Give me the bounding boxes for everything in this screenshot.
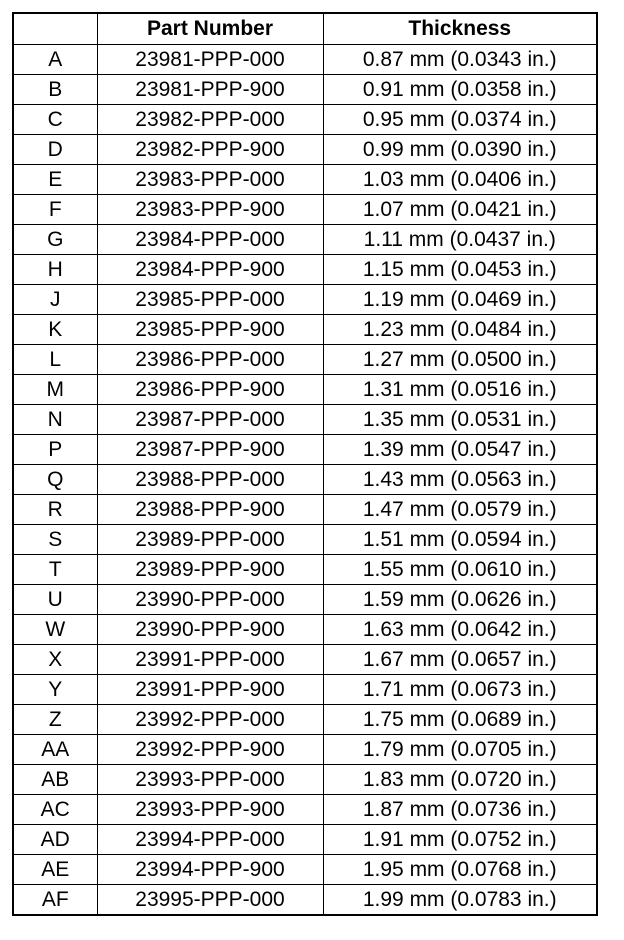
table-row bbox=[13, 315, 597, 345]
part-number: 23989-PPP-000 bbox=[97, 525, 323, 555]
table-row bbox=[13, 285, 597, 315]
shim-letter: R bbox=[13, 495, 97, 525]
thickness: 1.43 mm (0.0563 in.) bbox=[323, 465, 597, 495]
shim-letter: U bbox=[13, 585, 97, 615]
part-number: 23981-PPP-900 bbox=[97, 75, 323, 105]
part-number: 23984-PPP-900 bbox=[97, 255, 323, 285]
thickness: 1.91 mm (0.0752 in.) bbox=[323, 825, 597, 855]
part-number: 23982-PPP-900 bbox=[97, 135, 323, 165]
table-row bbox=[13, 645, 597, 675]
part-number: 23990-PPP-900 bbox=[97, 615, 323, 645]
part-number: 23985-PPP-900 bbox=[97, 315, 323, 345]
table-row bbox=[13, 525, 597, 555]
table-row bbox=[13, 555, 597, 585]
table-row bbox=[13, 885, 597, 916]
part-number: 23993-PPP-900 bbox=[97, 795, 323, 825]
shim-letter: W bbox=[13, 615, 97, 645]
shim-letter: J bbox=[13, 285, 97, 315]
shim-letter: Y bbox=[13, 675, 97, 705]
table-row bbox=[13, 765, 597, 795]
part-number: 23992-PPP-900 bbox=[97, 735, 323, 765]
thickness: 0.95 mm (0.0374 in.) bbox=[323, 105, 597, 135]
part-number: 23992-PPP-000 bbox=[97, 705, 323, 735]
shim-letter: H bbox=[13, 255, 97, 285]
thickness: 0.87 mm (0.0343 in.) bbox=[323, 45, 597, 75]
thickness: 1.59 mm (0.0626 in.) bbox=[323, 585, 597, 615]
thickness: 1.63 mm (0.0642 in.) bbox=[323, 615, 597, 645]
thickness: 1.87 mm (0.0736 in.) bbox=[323, 795, 597, 825]
part-number: 23991-PPP-000 bbox=[97, 645, 323, 675]
table-row bbox=[13, 465, 597, 495]
shim-letter: S bbox=[13, 525, 97, 555]
thickness: 1.79 mm (0.0705 in.) bbox=[323, 735, 597, 765]
thickness: 1.47 mm (0.0579 in.) bbox=[323, 495, 597, 525]
shim-letter: AB bbox=[13, 765, 97, 795]
thickness: 1.75 mm (0.0689 in.) bbox=[323, 705, 597, 735]
shim-letter: F bbox=[13, 195, 97, 225]
table-row bbox=[13, 135, 597, 165]
part-number: 23990-PPP-000 bbox=[97, 585, 323, 615]
thickness: 1.07 mm (0.0421 in.) bbox=[323, 195, 597, 225]
shim-letter: G bbox=[13, 225, 97, 255]
thickness: 1.67 mm (0.0657 in.) bbox=[323, 645, 597, 675]
shim-letter: AF bbox=[13, 885, 97, 916]
shim-letter: AD bbox=[13, 825, 97, 855]
shim-letter: AC bbox=[13, 795, 97, 825]
table-body bbox=[13, 45, 597, 916]
thickness: 1.23 mm (0.0484 in.) bbox=[323, 315, 597, 345]
thickness: 1.95 mm (0.0768 in.) bbox=[323, 855, 597, 885]
shim-selection-table-container bbox=[12, 12, 596, 916]
header-thickness: Thickness bbox=[323, 13, 597, 45]
thickness: 1.55 mm (0.0610 in.) bbox=[323, 555, 597, 585]
thickness: 1.71 mm (0.0673 in.) bbox=[323, 675, 597, 705]
part-number: 23981-PPP-000 bbox=[97, 45, 323, 75]
table-row bbox=[13, 45, 597, 75]
part-number: 23994-PPP-000 bbox=[97, 825, 323, 855]
thickness: 1.31 mm (0.0516 in.) bbox=[323, 375, 597, 405]
table-row bbox=[13, 825, 597, 855]
part-number: 23991-PPP-900 bbox=[97, 675, 323, 705]
shim-letter: AA bbox=[13, 735, 97, 765]
part-number: 23993-PPP-000 bbox=[97, 765, 323, 795]
shim-letter: K bbox=[13, 315, 97, 345]
part-number: 23995-PPP-000 bbox=[97, 885, 323, 916]
thickness: 1.03 mm (0.0406 in.) bbox=[323, 165, 597, 195]
thickness: 0.91 mm (0.0358 in.) bbox=[323, 75, 597, 105]
table-row bbox=[13, 255, 597, 285]
shim-selection-table bbox=[12, 12, 598, 916]
thickness: 1.27 mm (0.0500 in.) bbox=[323, 345, 597, 375]
table-row bbox=[13, 225, 597, 255]
thickness: 0.99 mm (0.0390 in.) bbox=[323, 135, 597, 165]
thickness: 1.11 mm (0.0437 in.) bbox=[323, 225, 597, 255]
part-number: 23989-PPP-900 bbox=[97, 555, 323, 585]
part-number: 23987-PPP-000 bbox=[97, 405, 323, 435]
thickness: 1.83 mm (0.0720 in.) bbox=[323, 765, 597, 795]
table-row bbox=[13, 75, 597, 105]
shim-letter: Z bbox=[13, 705, 97, 735]
shim-letter: D bbox=[13, 135, 97, 165]
table-row bbox=[13, 585, 597, 615]
shim-letter: N bbox=[13, 405, 97, 435]
table-row bbox=[13, 165, 597, 195]
shim-letter: E bbox=[13, 165, 97, 195]
thickness: 1.99 mm (0.0783 in.) bbox=[323, 885, 597, 916]
shim-letter: X bbox=[13, 645, 97, 675]
shim-letter: C bbox=[13, 105, 97, 135]
thickness: 1.51 mm (0.0594 in.) bbox=[323, 525, 597, 555]
table-row bbox=[13, 375, 597, 405]
part-number: 23984-PPP-000 bbox=[97, 225, 323, 255]
part-number: 23986-PPP-900 bbox=[97, 375, 323, 405]
part-number: 23982-PPP-000 bbox=[97, 105, 323, 135]
header-letter bbox=[13, 13, 97, 45]
table-row bbox=[13, 675, 597, 705]
table-row bbox=[13, 105, 597, 135]
shim-letter: P bbox=[13, 435, 97, 465]
part-number: 23983-PPP-900 bbox=[97, 195, 323, 225]
table-header-row bbox=[13, 13, 597, 45]
table-row bbox=[13, 615, 597, 645]
thickness: 1.19 mm (0.0469 in.) bbox=[323, 285, 597, 315]
table-row bbox=[13, 795, 597, 825]
shim-letter: Q bbox=[13, 465, 97, 495]
table-row bbox=[13, 345, 597, 375]
part-number: 23986-PPP-000 bbox=[97, 345, 323, 375]
thickness: 1.15 mm (0.0453 in.) bbox=[323, 255, 597, 285]
thickness: 1.35 mm (0.0531 in.) bbox=[323, 405, 597, 435]
part-number: 23987-PPP-900 bbox=[97, 435, 323, 465]
table-row bbox=[13, 405, 597, 435]
table-row bbox=[13, 705, 597, 735]
table-row bbox=[13, 735, 597, 765]
shim-letter: AE bbox=[13, 855, 97, 885]
table-row bbox=[13, 195, 597, 225]
thickness: 1.39 mm (0.0547 in.) bbox=[323, 435, 597, 465]
table-row bbox=[13, 495, 597, 525]
shim-letter: B bbox=[13, 75, 97, 105]
part-number: 23994-PPP-900 bbox=[97, 855, 323, 885]
part-number: 23983-PPP-000 bbox=[97, 165, 323, 195]
shim-letter: M bbox=[13, 375, 97, 405]
header-part-number: Part Number bbox=[97, 13, 323, 45]
table-row bbox=[13, 855, 597, 885]
part-number: 23988-PPP-000 bbox=[97, 465, 323, 495]
part-number: 23988-PPP-900 bbox=[97, 495, 323, 525]
part-number: 23985-PPP-000 bbox=[97, 285, 323, 315]
shim-letter: L bbox=[13, 345, 97, 375]
table-row bbox=[13, 435, 597, 465]
shim-letter: T bbox=[13, 555, 97, 585]
shim-letter: A bbox=[13, 45, 97, 75]
